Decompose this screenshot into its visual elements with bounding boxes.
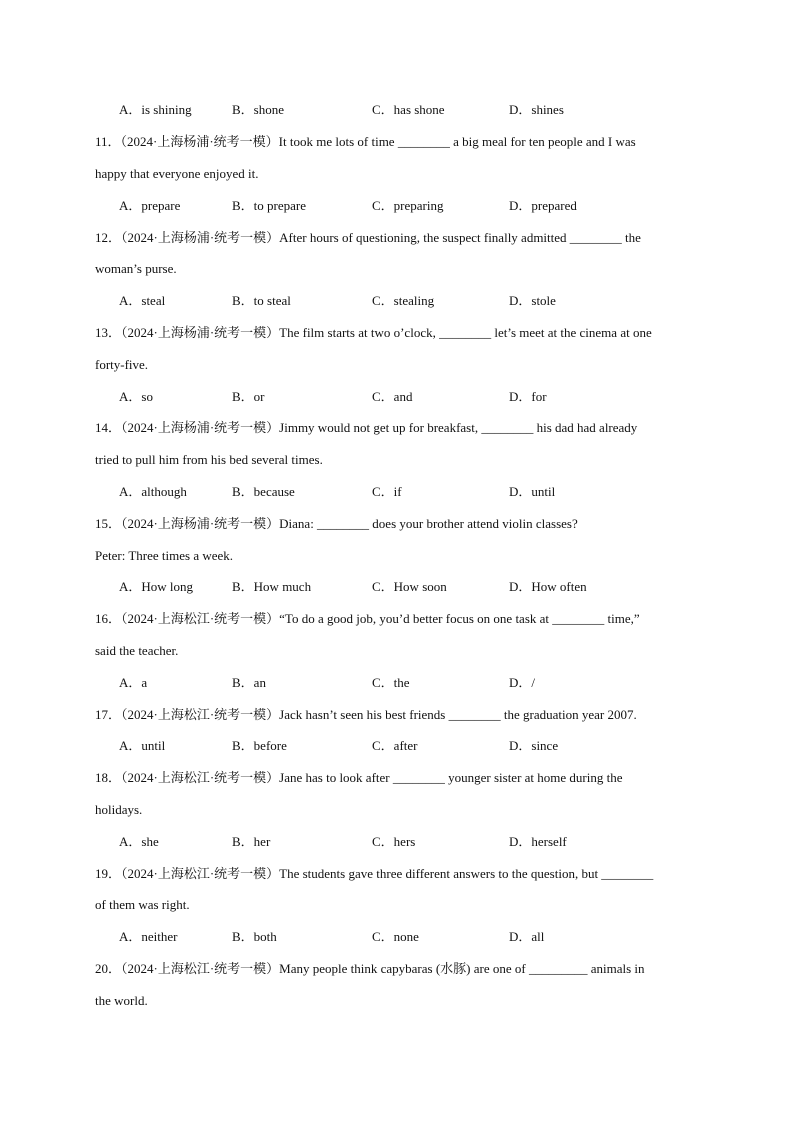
option-c: C．stealing (372, 293, 435, 308)
question-11-line-2: happy that everyone enjoyed it. (95, 166, 259, 181)
options-row-q18 (119, 834, 719, 850)
option-a: A．a (119, 675, 148, 690)
option-a: A．prepare (119, 198, 181, 213)
option-b: B．her (232, 834, 271, 849)
option-b: B．both (232, 929, 277, 944)
question-15-line-1: 15．（2024·上海杨浦·统考一模）Diana: ________ does your brother attend violin classes? (95, 516, 578, 531)
question-12-line-2: woman’s purse. (95, 261, 177, 276)
option-a: A．she (119, 834, 159, 849)
options-row-q13 (119, 389, 719, 405)
option-d: D．all (509, 929, 545, 944)
question-18-line-2: holidays. (95, 802, 143, 817)
question-16-line-2: said the teacher. (95, 643, 179, 658)
options-row-q11 (119, 198, 719, 214)
question-19-line-1: 19．（2024·上海松江·统考一模）The students gave three different answers to the question, but ________ (95, 866, 654, 881)
question-14-line-1: 14．（2024·上海杨浦·统考一模）Jimmy would not get up for breakfast, ________ his dad had already (95, 420, 638, 435)
option-a: A．until (119, 738, 166, 753)
option-c: C．none (372, 929, 419, 944)
options-row-q12 (119, 293, 719, 309)
options-row-q16 (119, 675, 719, 691)
option-c: C．if (372, 484, 402, 499)
option-a: A．although (119, 484, 187, 499)
option-d: D．/ (509, 675, 536, 690)
option-b: B．shone (232, 102, 285, 117)
question-14-line-2: tried to pull him from his bed several times. (95, 452, 323, 467)
option-a: A．neither (119, 929, 178, 944)
option-b: B．because (232, 484, 295, 499)
question-12-line-1: 12．（2024·上海杨浦·统考一模）After hours of questioning, the suspect finally admitted ________ the (95, 230, 641, 245)
question-13-line-2: forty-five. (95, 357, 149, 372)
option-c: C．hers (372, 834, 416, 849)
option-c: C．How soon (372, 579, 447, 594)
option-b: B．How much (232, 579, 312, 594)
options-row-q15 (119, 579, 719, 595)
option-b: B．or (232, 389, 265, 404)
option-b: B．to steal (232, 293, 291, 308)
question-19-line-2: of them was right. (95, 897, 190, 912)
question-20-line-2: the world. (95, 993, 148, 1008)
option-d: D．since (509, 738, 559, 753)
option-d: D．stole (509, 293, 556, 308)
option-a: A．is shining (119, 102, 192, 117)
question-15-line-2: Peter: Three times a week. (95, 548, 234, 563)
option-c: C．after (372, 738, 418, 753)
options-row-q19 (119, 929, 719, 945)
option-b: B．before (232, 738, 287, 753)
option-a: A．steal (119, 293, 166, 308)
question-17-line-1: 17．（2024·上海松江·统考一模）Jack hasn’t seen his best friends ________ the graduation year 2007. (95, 707, 637, 722)
option-a: A．How long (119, 579, 194, 594)
options-row-q14 (119, 484, 719, 500)
options-row-q17 (119, 738, 719, 754)
option-c: C．has shone (372, 102, 445, 117)
option-d: D．for (509, 389, 547, 404)
option-b: B．an (232, 675, 266, 690)
option-a: A．so (119, 389, 153, 404)
option-d: D．How often (509, 579, 587, 594)
option-c: C．preparing (372, 198, 444, 213)
option-b: B．to prepare (232, 198, 307, 213)
question-18-line-1: 18．（2024·上海松江·统考一模）Jane has to look after ________ younger sister at home during the (95, 770, 623, 785)
question-20-line-1: 20．（2024·上海松江·统考一模）Many people think capybaras (水豚) are one of _________ animals in (95, 961, 645, 976)
option-d: D．herself (509, 834, 567, 849)
option-d: D．until (509, 484, 556, 499)
option-d: D．shines (509, 102, 564, 117)
option-c: C．the (372, 675, 410, 690)
option-c: C．and (372, 389, 413, 404)
question-13-line-1: 13．（2024·上海杨浦·统考一模）The film starts at two o’clock, ________ let’s meet at the cinema at one (95, 325, 652, 340)
question-11-line-1: 11．（2024·上海杨浦·统考一模）It took me lots of time ________ a big meal for ten people and I was (95, 134, 636, 149)
options-row-q10 (119, 102, 719, 118)
question-16-line-1: 16．（2024·上海松江·统考一模）“To do a good job, you’d better focus on one task at ________ time,” (95, 611, 640, 626)
option-d: D．prepared (509, 198, 577, 213)
